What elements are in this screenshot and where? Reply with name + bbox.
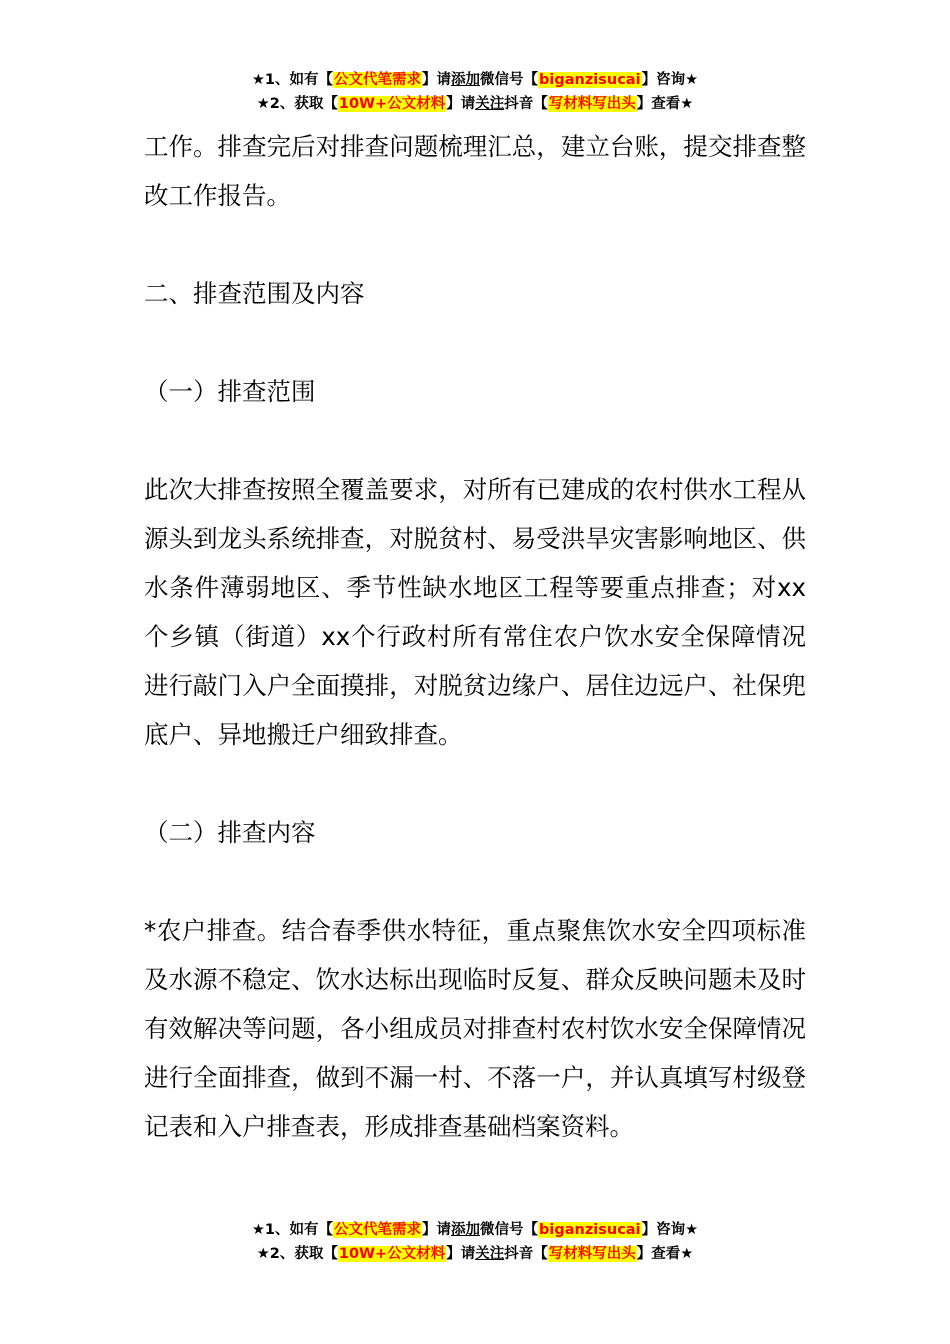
banner-text: 抖音【 bbox=[504, 1246, 548, 1262]
spacer bbox=[144, 220, 806, 269]
header-banner bbox=[0, 68, 950, 116]
paragraph-household-check: *农户排查。结合春季供水特征，重点聚焦饮水安全四项标准及水源不稳定、饮水达标出现临时反复、群众反映问题未及时有效解决等问题，各小组成员对排查村农村饮水安全保障情况进行全面排查，做到不漏一村、不落一户，并认真填写村级登记表和入户排查表，形成排查基础档案资料。 bbox=[144, 916, 806, 1141]
banner-underline: 添加 bbox=[451, 1222, 481, 1238]
banner-line-2 bbox=[0, 1242, 950, 1266]
banner-highlight: 公文代笔需求 bbox=[334, 1222, 422, 1238]
banner-underline: 添加 bbox=[451, 72, 481, 88]
subsection-heading-content: （二）排查内容 bbox=[144, 818, 316, 847]
banner-line-1 bbox=[0, 1218, 950, 1242]
paragraph-scope: 此次大排查按照全覆盖要求，对所有已建成的农村供水工程从源头到龙头系统排查，对脱贫村、易受洪旱灾害影响地区、供水条件薄弱地区、季节性缺水地区工程等要重点排查；对xx个乡镇（街道）xx个行政村所有常住农户饮水安全保障情况进行敲门入户全面摸排，对脱贫边缘户、居住边远户、社保兜底户、异地搬迁户细致排查。 bbox=[144, 475, 806, 749]
banner-line-1 bbox=[0, 68, 950, 92]
banner-highlight: 10W+公文材料 bbox=[338, 96, 446, 112]
banner-highlight: 公文代笔需求 bbox=[334, 72, 422, 88]
banner-highlight: 写材料写出头 bbox=[548, 96, 636, 112]
banner-highlight: biganzisucai bbox=[539, 72, 641, 88]
banner-text: 】请 bbox=[446, 96, 476, 112]
document-body bbox=[144, 122, 806, 1151]
banner-text: 抖音【 bbox=[504, 96, 548, 112]
spacer bbox=[144, 416, 806, 465]
banner-text: 】咨询★ bbox=[641, 72, 699, 88]
footer-banner bbox=[0, 1218, 950, 1266]
banner-text: 】咨询★ bbox=[641, 1222, 699, 1238]
banner-text: ★2、获取【 bbox=[256, 96, 338, 112]
banner-highlight: 10W+公文材料 bbox=[338, 1246, 446, 1262]
banner-text: ★2、获取【 bbox=[256, 1246, 338, 1262]
banner-text: 微信号【 bbox=[480, 1222, 539, 1238]
banner-text: 】查看★ bbox=[636, 96, 694, 112]
banner-text: 微信号【 bbox=[480, 72, 539, 88]
banner-line-2 bbox=[0, 92, 950, 116]
banner-text: 】查看★ bbox=[636, 1246, 694, 1262]
banner-highlight: biganzisucai bbox=[539, 1222, 641, 1238]
banner-highlight: 写材料写出头 bbox=[548, 1246, 636, 1262]
banner-text: ★1、如有【 bbox=[251, 1222, 334, 1238]
banner-text: 】请 bbox=[422, 1222, 452, 1238]
subsection-heading-scope: （一）排查范围 bbox=[144, 377, 316, 406]
section-heading: 二、排查范围及内容 bbox=[144, 279, 365, 308]
banner-text: 】请 bbox=[446, 1246, 476, 1262]
paragraph-continuation: 工作。排查完后对排查问题梳理汇总，建立台账，提交排查整改工作报告。 bbox=[144, 132, 806, 210]
spacer bbox=[144, 759, 806, 808]
spacer bbox=[144, 318, 806, 367]
banner-underline: 关注 bbox=[475, 96, 505, 112]
banner-underline: 关注 bbox=[475, 1246, 505, 1262]
spacer bbox=[144, 857, 806, 906]
banner-text: 】请 bbox=[422, 72, 452, 88]
banner-text: ★1、如有【 bbox=[251, 72, 334, 88]
